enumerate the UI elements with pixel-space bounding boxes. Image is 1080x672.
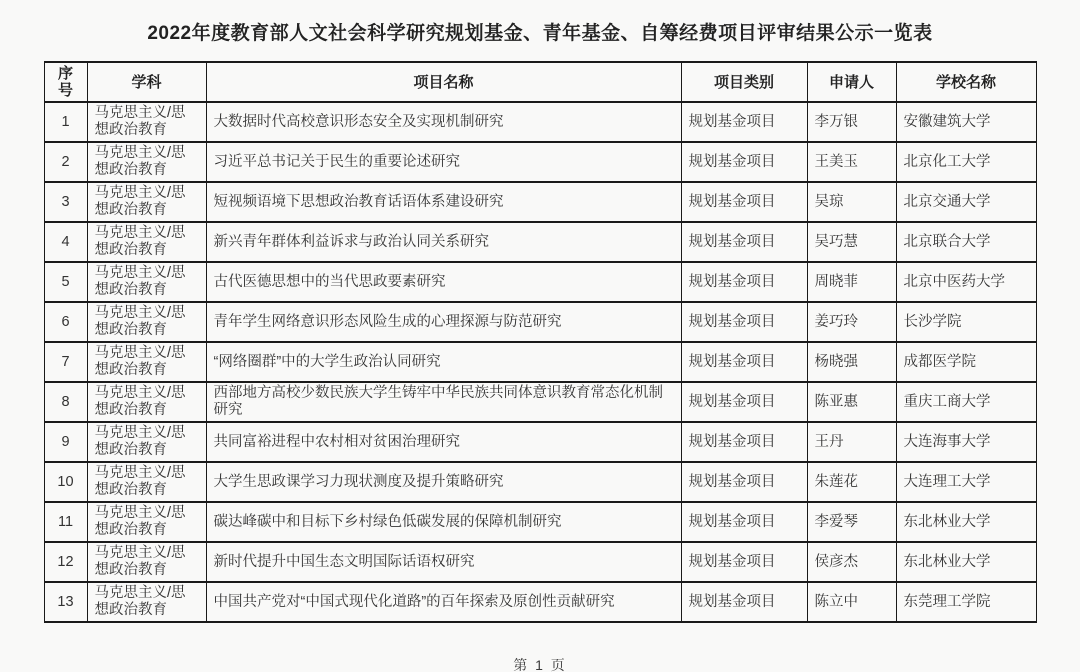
cell-project: 习近平总书记关于民生的重要论述研究 [206, 142, 681, 182]
cell-no: 9 [44, 422, 87, 462]
cell-school: 成都医学院 [896, 342, 1036, 382]
cell-subject: 马克思主义/思想政治教育 [87, 222, 206, 262]
cell-applicant: 李万银 [807, 102, 896, 142]
cell-project: 古代医德思想中的当代思政要素研究 [206, 262, 681, 302]
cell-no: 10 [44, 462, 87, 502]
page-number: 第 1 页 [513, 657, 567, 672]
cell-school: 大连海事大学 [896, 422, 1036, 462]
cell-no: 7 [44, 342, 87, 382]
cell-school: 北京化工大学 [896, 142, 1036, 182]
cell-category: 规划基金项目 [681, 102, 807, 142]
cell-applicant: 姜巧玲 [807, 302, 896, 342]
header-row [44, 62, 1036, 102]
column-header-project: 项目名称 [206, 62, 681, 102]
cell-no: 1 [44, 102, 87, 142]
cell-no: 3 [44, 182, 87, 222]
cell-subject: 马克思主义/思想政治教育 [87, 542, 206, 582]
column-header-no: 序号 [44, 62, 87, 102]
cell-no: 6 [44, 302, 87, 342]
cell-school: 大连理工大学 [896, 462, 1036, 502]
table-row [44, 102, 1036, 142]
cell-school: 北京中医药大学 [896, 262, 1036, 302]
cell-applicant: 周晓菲 [807, 262, 896, 302]
cell-subject: 马克思主义/思想政治教育 [87, 342, 206, 382]
table-row [44, 302, 1036, 342]
cell-project: 大数据时代高校意识形态安全及实现机制研究 [206, 102, 681, 142]
cell-applicant: 吴琼 [807, 182, 896, 222]
cell-school: 安徽建筑大学 [896, 102, 1036, 142]
column-header-category: 项目类别 [681, 62, 807, 102]
cell-project: 短视频语境下思想政治教育话语体系建设研究 [206, 182, 681, 222]
cell-applicant: 吴巧慧 [807, 222, 896, 262]
cell-category: 规划基金项目 [681, 502, 807, 542]
cell-subject: 马克思主义/思想政治教育 [87, 142, 206, 182]
cell-project: 中国共产党对“中国式现代化道路”的百年探索及原创性贡献研究 [206, 582, 681, 622]
table-row [44, 382, 1036, 422]
table-row [44, 422, 1036, 462]
cell-subject: 马克思主义/思想政治教育 [87, 102, 206, 142]
cell-applicant: 陈立中 [807, 582, 896, 622]
cell-subject: 马克思主义/思想政治教育 [87, 502, 206, 542]
cell-no: 8 [44, 382, 87, 422]
cell-project: 共同富裕进程中农村相对贫困治理研究 [206, 422, 681, 462]
cell-category: 规划基金项目 [681, 582, 807, 622]
column-header-school: 学校名称 [896, 62, 1036, 102]
column-header-applicant: 申请人 [807, 62, 896, 102]
table-body [44, 102, 1036, 622]
cell-school: 北京联合大学 [896, 222, 1036, 262]
cell-project: 青年学生网络意识形态风险生成的心理探源与防范研究 [206, 302, 681, 342]
cell-subject: 马克思主义/思想政治教育 [87, 582, 206, 622]
cell-category: 规划基金项目 [681, 222, 807, 262]
cell-subject: 马克思主义/思想政治教育 [87, 422, 206, 462]
cell-no: 11 [44, 502, 87, 542]
table-row [44, 502, 1036, 542]
cell-category: 规划基金项目 [681, 262, 807, 302]
cell-subject: 马克思主义/思想政治教育 [87, 382, 206, 422]
table-row [44, 582, 1036, 622]
cell-school: 长沙学院 [896, 302, 1036, 342]
cell-project: 新兴青年群体利益诉求与政治认同关系研究 [206, 222, 681, 262]
cell-project: 大学生思政课学习力现状测度及提升策略研究 [206, 462, 681, 502]
cell-applicant: 杨晓强 [807, 342, 896, 382]
cell-category: 规划基金项目 [681, 542, 807, 582]
cell-school: 重庆工商大学 [896, 382, 1036, 422]
cell-applicant: 李爱琴 [807, 502, 896, 542]
cell-category: 规划基金项目 [681, 182, 807, 222]
cell-no: 12 [44, 542, 87, 582]
cell-applicant: 侯彦杰 [807, 542, 896, 582]
cell-project: 新时代提升中国生态文明国际话语权研究 [206, 542, 681, 582]
cell-project: “网络圈群”中的大学生政治认同研究 [206, 342, 681, 382]
cell-no: 13 [44, 582, 87, 622]
table-row [44, 342, 1036, 382]
cell-subject: 马克思主义/思想政治教育 [87, 262, 206, 302]
cell-category: 规划基金项目 [681, 462, 807, 502]
table-row [44, 222, 1036, 262]
cell-applicant: 陈亚惠 [807, 382, 896, 422]
cell-category: 规划基金项目 [681, 302, 807, 342]
cell-subject: 马克思主义/思想政治教育 [87, 182, 206, 222]
cell-no: 5 [44, 262, 87, 302]
column-header-subject: 学科 [87, 62, 206, 102]
cell-category: 规划基金项目 [681, 142, 807, 182]
cell-subject: 马克思主义/思想政治教育 [87, 462, 206, 502]
cell-no: 2 [44, 142, 87, 182]
table-row [44, 542, 1036, 582]
cell-no: 4 [44, 222, 87, 262]
results-table [44, 61, 1037, 623]
cell-applicant: 王美玉 [807, 142, 896, 182]
page-title: 2022年度教育部人文社会科学研究规划基金、青年基金、自筹经费项目评审结果公示一览表 [147, 23, 933, 44]
cell-category: 规划基金项目 [681, 342, 807, 382]
table-row [44, 262, 1036, 302]
cell-project: 碳达峰碳中和目标下乡村绿色低碳发展的保障机制研究 [206, 502, 681, 542]
cell-category: 规划基金项目 [681, 382, 807, 422]
cell-school: 北京交通大学 [896, 182, 1036, 222]
cell-school: 东北林业大学 [896, 542, 1036, 582]
cell-applicant: 王丹 [807, 422, 896, 462]
table-row [44, 462, 1036, 502]
cell-school: 东北林业大学 [896, 502, 1036, 542]
table-row [44, 182, 1036, 222]
cell-category: 规划基金项目 [681, 422, 807, 462]
table-row [44, 142, 1036, 182]
cell-school: 东莞理工学院 [896, 582, 1036, 622]
cell-project: 西部地方高校少数民族大学生铸牢中华民族共同体意识教育常态化机制研究 [206, 382, 681, 422]
cell-subject: 马克思主义/思想政治教育 [87, 302, 206, 342]
cell-applicant: 朱莲花 [807, 462, 896, 502]
